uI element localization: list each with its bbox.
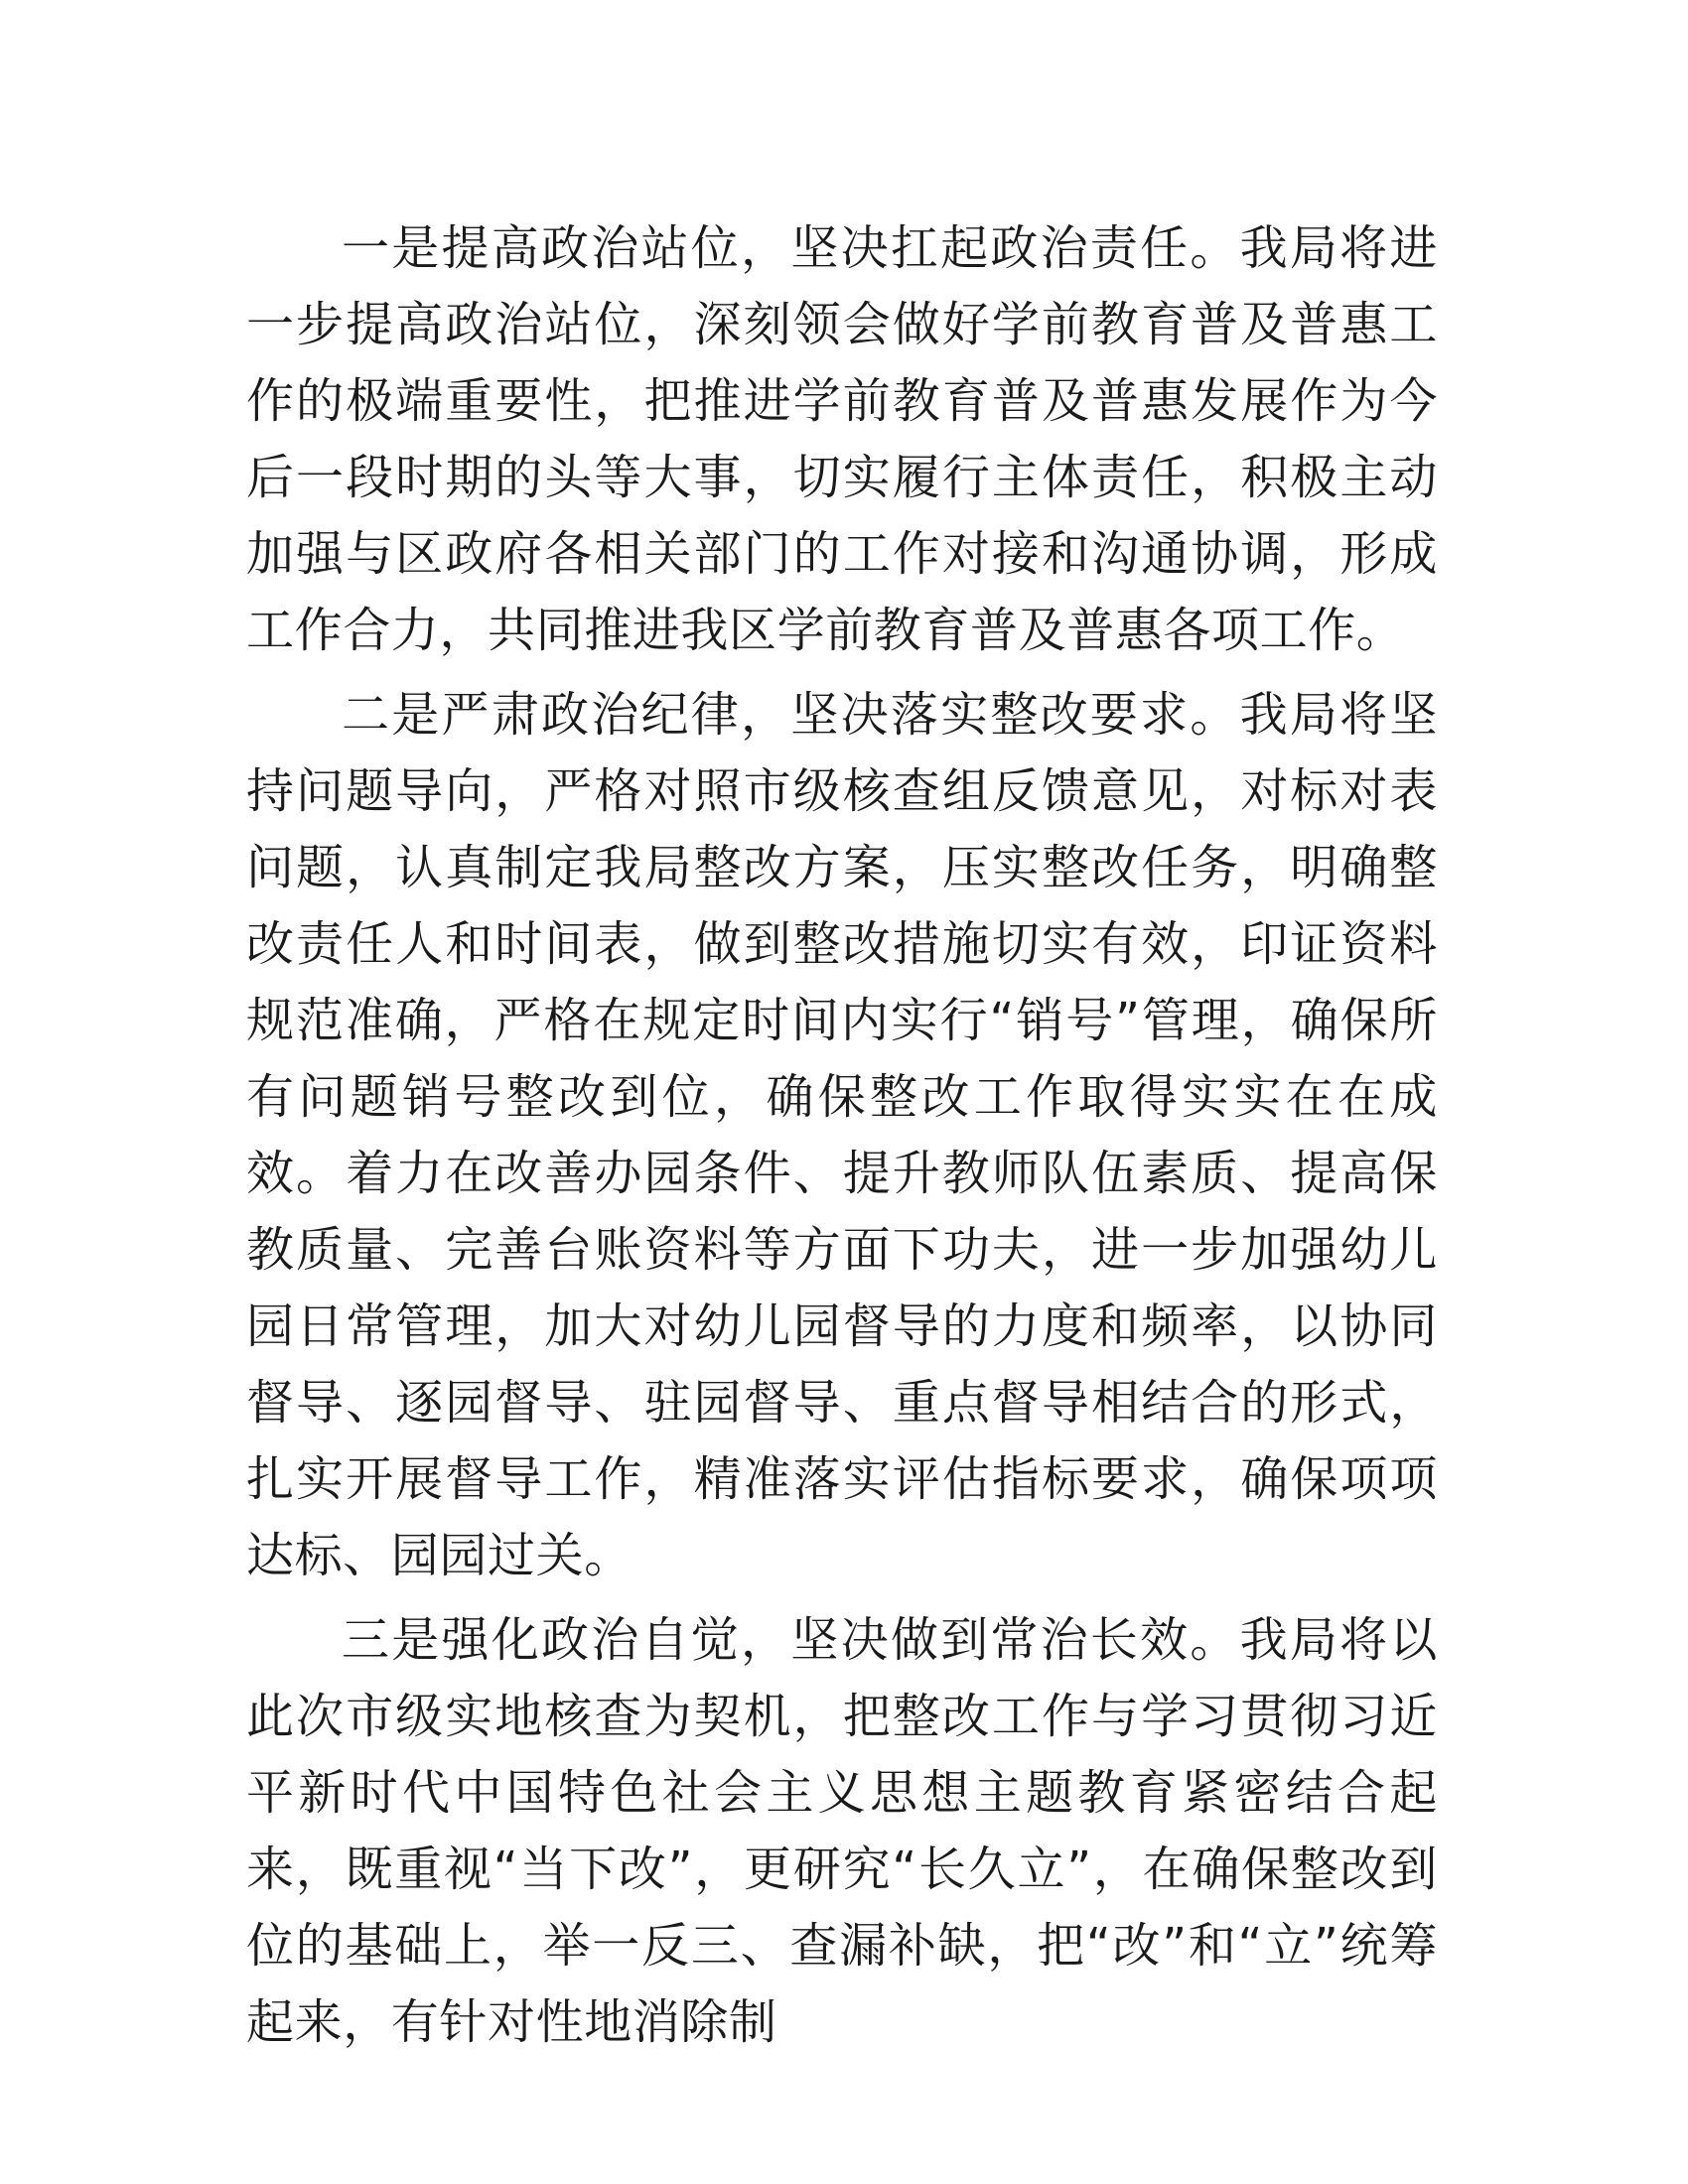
paragraph-political-discipline: 二是严肃政治纪律，坚决落实整改要求。我局将坚持问题导向，严格对照市级核查组反馈意见，对标对表问题，认真制定我局整改方案，压实整改任务，明确整改责任人和时间表，做到整改措施切实有效，印证资料规范准确，严格在规定时间内实行“销号”管理，确保所有问题销号整改到位，确保整改工作取得实实在在成效。着力在改善办园条件、提升教师队伍素质、提高保教质量、完善台账资料等方面下功夫，进一步加强幼儿园日常管理，加大对幼儿园督导的力度和频率，以协同督导、逐园督导、驻园督导、重点督导相结合的形式，扎实开展督导工作，精准落实评估指标要求，确保项项达标、园园过关。 <box>246 687 1438 1583</box>
paragraph-political-consciousness: 三是强化政治自觉，坚决做到常治长效。我局将以此次市级实地核查为契机，把整改工作与学习贯彻习近平新时代中国特色社会主义思想主题教育紧密结合起来，既重视“当下改”，更研究“长久立”，在确保整改到位的基础上，举一反三、查漏补缺，把“改”和“立”统筹起来，有针对性地消除制 <box>246 1612 1438 2050</box>
paragraph-political-stance: 一是提高政治站位，坚决扛起政治责任。我局将进一步提高政治站位，深刻领会做好学前教育普及普惠工作的极端重要性，把推进学前教育普及普惠发展作为今后一段时期的头等大事，切实履行主体责任，积极主动加强与区政府各相关部门的工作对接和沟通协调，形成工作合力，共同推进我区学前教育普及普惠各项工作。 <box>246 220 1438 658</box>
document-body <box>246 210 1438 2061</box>
